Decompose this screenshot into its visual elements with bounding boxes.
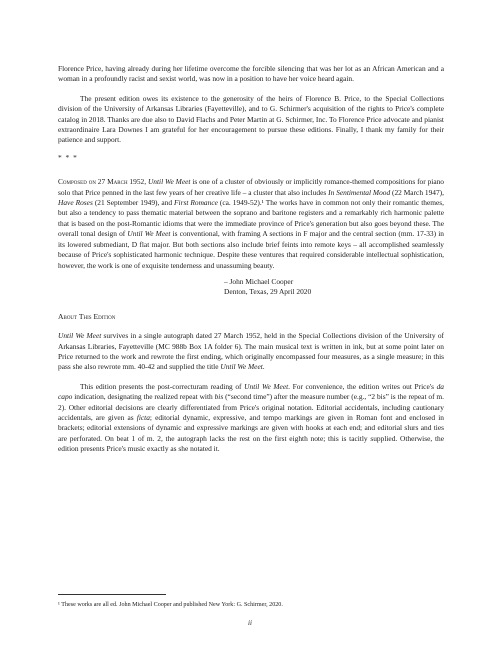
work-title: Have Roses <box>58 198 93 208</box>
signature-place-date: Denton, Texas, 29 April 2020 <box>224 287 312 297</box>
signature-name: – John Michael Cooper <box>224 276 294 286</box>
editorial-method-paragraph: This edition presents the post-correcturam reading of Until We Meet. For convenience, the edition writes out Price's da capo indication, designating the realized repeat with bis (“second time”) after the measure number (e.g., “2 bis” is the repeat of m. 2). Other editorial decisions are clearly differentiated from Price's original notation. Editorial accidentals, including cautionary accidentals, are given as ficta; editorial dynamic, expressive, and tempo markings are given in Roman font and enclosed in brackets; editorial extensions of dynamic and expressive markings are given with hooks at each end; and editorial slurs and ties are perforated. On beat 1 of m. 2, the autograph lacks the rest on the first eighth note; this is tacitly supplied. Otherwise, the edition presents Price's music exactly as she notated it. <box>58 381 444 454</box>
paragraph: Florence Price, having already during her lifetime overcome the forcible silencing that was her lot as an African American and a woman in a profoundly racist and sexist world, was now in a position to have her voice heard again. <box>58 64 444 84</box>
work-title: Until We Meet <box>127 229 171 239</box>
work-title: First Romance <box>174 198 218 208</box>
body-text <box>58 64 444 455</box>
section-break: * * * <box>58 152 78 162</box>
work-title: In Sentimental Mood <box>328 187 391 197</box>
page-number: ii <box>248 619 252 627</box>
acknowledgements-paragraph: The present edition owes its existence to the generosity of the heirs of Florence B. Price, to the Special Collections division of the University of Arkansas Libraries (Fayetteville), and to G. Schirmer's acquisition of the rights to Price's complete catalog in 2018. Thanks are due also to David Flachs and Peter Martin at G. Schirmer, Inc. To Florence Price advocate and pianist extraordinaire Lara Downes I am grateful for her encouragement to pursue these editions. Finally, I thank my family for their patience and support. <box>58 93 444 145</box>
work-description-paragraph: Composed on 27 March 1952, Until We Meet is one of a cluster of obviously or implicitly romance-themed compositions for piano solo that Price penned in the last few years of her creative life – a cluster that also includes In Sentimental Mood (22 March 1947), Have Roses (21 September 1949), and First Romance (ca. 1949-52).¹ The works have in common not only their romantic themes, but also a tendency to pass thematic material between the soprano and baritone registers and a remarkably rich harmonic palette that is based on the post-Romantic idioms that were the immediate province of Price's generation but also goes beyond these. The overall tonal design of Until We Meet is conventional, with framing A sections in F major and the central section (mm. 17-33) in its lowered submediant, D flat major. But both sections also include brief feints into remote keys – all accomplished seamlessly because of Price's sophisticated harmonic technique. Despite these ventures that required considerable intellectual sophistication, however, the work is one of exquisite tenderness and unassuming beauty. <box>58 177 444 270</box>
footnote-rule <box>58 594 166 595</box>
work-title: Until We Meet <box>244 381 289 391</box>
source-paragraph: Until We Meet survives in a single autograph dated 27 March 1952, held in the Special Collections division of the University of Arkansas Libraries, Fayetteville (MC 988b Box 1A folder 6). The main musical text is written in ink, but at some point later on Price returned to the work and rewrote the first ending, which originally encompassed four measures, as a single measure; in this pass she also rewrote mm. 40-42 and supplied the title Until We Meet. <box>58 331 444 372</box>
lead-in: Composed on 27 March 1952, <box>58 177 147 187</box>
work-title: Until We Meet <box>220 362 263 372</box>
work-title: Until We Meet <box>58 331 102 341</box>
work-title: Until We Meet <box>147 177 191 187</box>
section-heading: About This Edition <box>58 311 116 321</box>
footnote: ¹ These works are all ed. John Michael Cooper and published New York: G. Schirmer, 2020. <box>58 602 283 608</box>
